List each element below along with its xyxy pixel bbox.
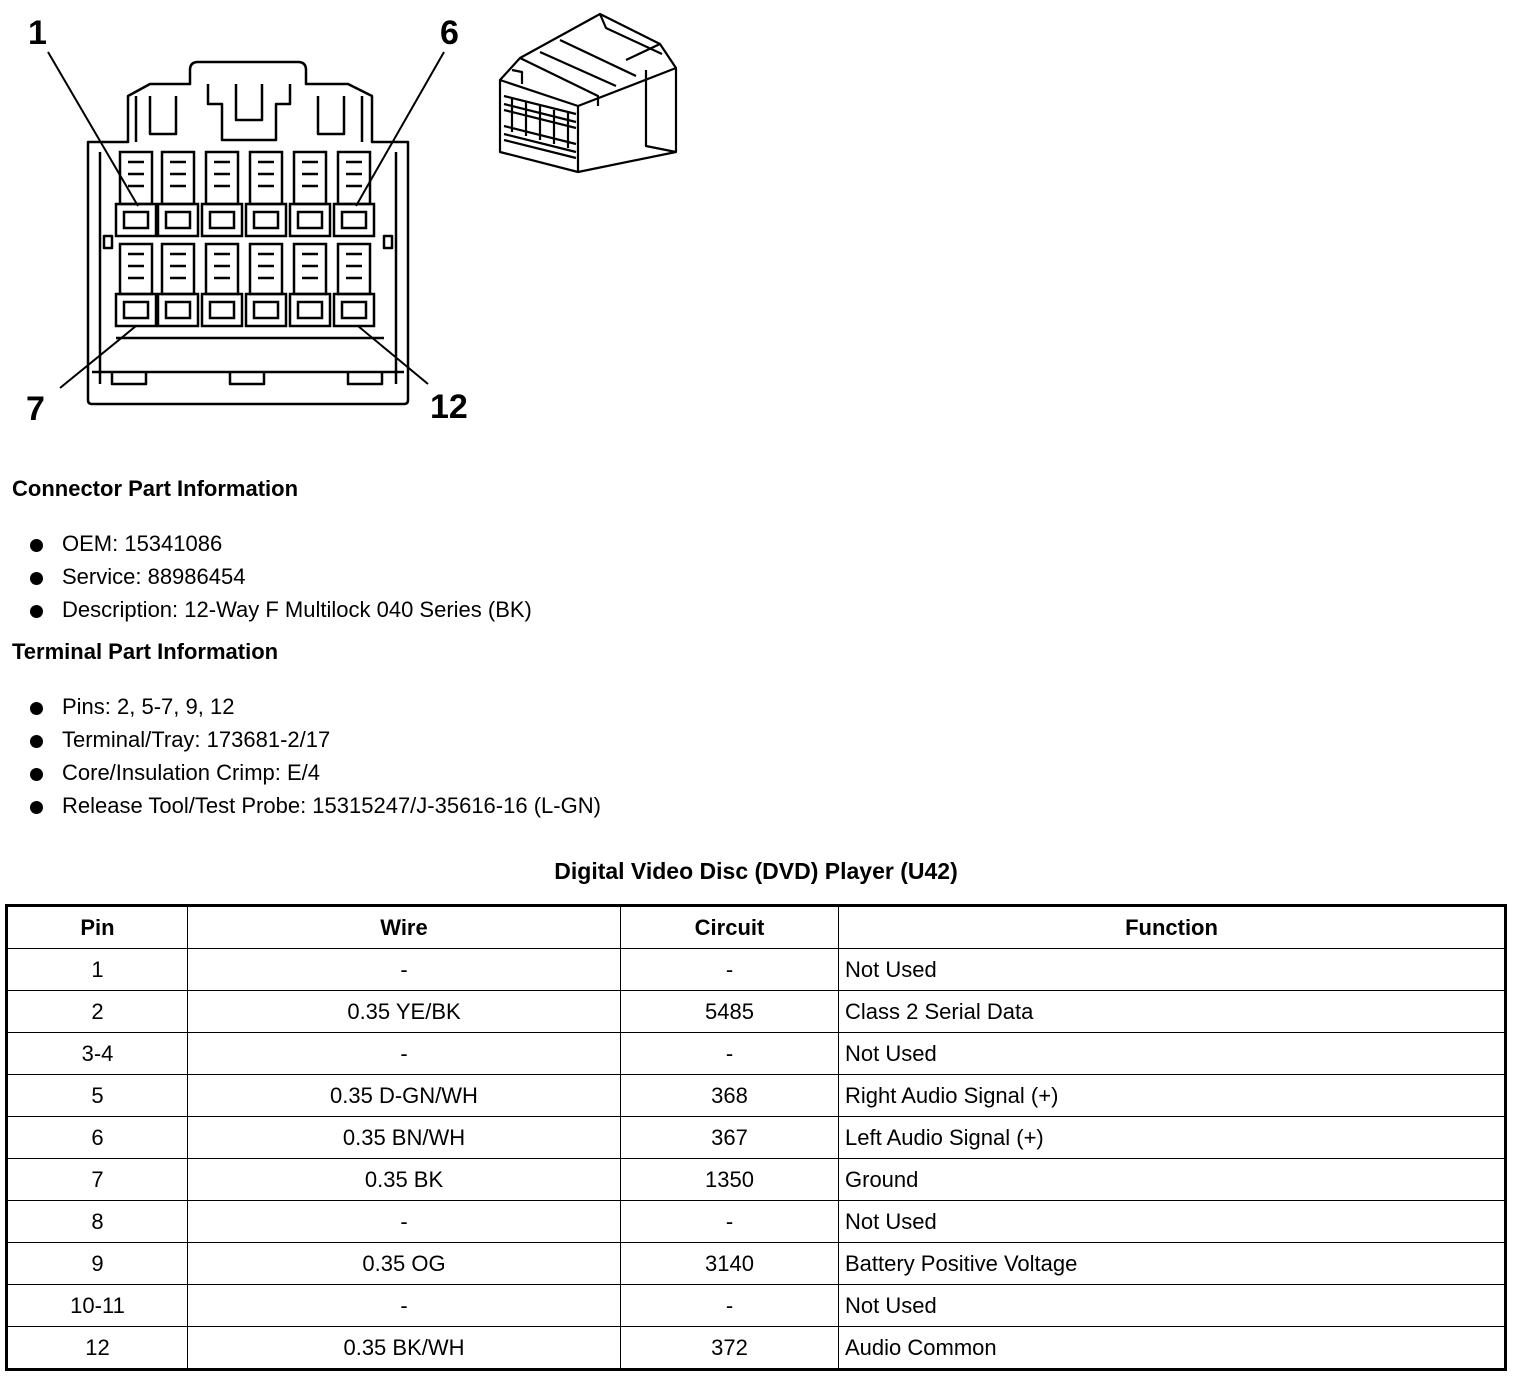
table-row — [7, 1243, 1506, 1285]
cell-wire: - — [188, 1033, 621, 1075]
table-row — [7, 1201, 1506, 1243]
terminal-info-item: Terminal/Tray: 173681-2/17 — [30, 723, 601, 756]
table-row — [7, 1159, 1506, 1201]
cell-wire: - — [188, 1285, 621, 1327]
cell-wire: 0.35 OG — [188, 1243, 621, 1285]
header-wire: Wire — [188, 906, 621, 949]
callout-pin-12: 12 — [430, 388, 468, 426]
cavity-row-top — [116, 152, 374, 236]
callout-pin-1: 1 — [28, 14, 47, 52]
cell-circuit: - — [621, 1201, 839, 1243]
cavity-pin-12 — [338, 244, 370, 294]
connector-info-item: Service: 88986454 — [30, 560, 532, 593]
table-body — [7, 949, 1506, 1370]
leader-line-pin-12 — [358, 326, 428, 384]
table-row — [7, 1285, 1506, 1327]
connector-info-title: Connector Part Information — [12, 476, 299, 501]
cell-function: Class 2 Serial Data — [839, 991, 1506, 1033]
cell-circuit: 5485 — [621, 991, 839, 1033]
cavity-pin-6 — [338, 152, 370, 204]
cell-pin: 8 — [7, 1201, 188, 1243]
cell-wire: 0.35 BK/WH — [188, 1327, 621, 1370]
leader-line-pin-6 — [356, 52, 444, 206]
cell-function: Not Used — [839, 1033, 1506, 1075]
terminal-info-item: Pins: 2, 5-7, 9, 12 — [30, 690, 601, 723]
cell-pin: 5 — [7, 1075, 188, 1117]
cell-circuit: 372 — [621, 1327, 839, 1370]
connector-isometric-view — [500, 14, 676, 172]
terminal-info-item: Release Tool/Test Probe: 15315247/J-35616-16 (L-GN) — [30, 789, 601, 822]
header-function: Function — [839, 906, 1506, 949]
cell-pin: 3-4 — [7, 1033, 188, 1075]
cell-pin: 12 — [7, 1327, 188, 1370]
header-pin: Pin — [7, 906, 188, 949]
table-row — [7, 1033, 1506, 1075]
bottom-rail — [92, 372, 404, 384]
cell-function: Ground — [839, 1159, 1506, 1201]
cell-pin: 9 — [7, 1243, 188, 1285]
cell-pin: 10-11 — [7, 1285, 188, 1327]
terminal-info-item: Core/Insulation Crimp: E/4 — [30, 756, 601, 789]
pinout-table — [5, 904, 1507, 1371]
cell-pin: 7 — [7, 1159, 188, 1201]
cell-function: Not Used — [839, 1285, 1506, 1327]
cell-function: Audio Common — [839, 1327, 1506, 1370]
callout-pin-7: 7 — [26, 390, 45, 428]
cell-function: Right Audio Signal (+) — [839, 1075, 1506, 1117]
terminal-info-title: Terminal Part Information — [12, 639, 279, 664]
cell-wire: 0.35 D-GN/WH — [188, 1075, 621, 1117]
cell-pin: 2 — [7, 991, 188, 1033]
cell-function: Left Audio Signal (+) — [839, 1117, 1506, 1159]
connector-diagram — [0, 0, 700, 440]
cell-circuit: - — [621, 1285, 839, 1327]
table-title: Digital Video Disc (DVD) Player (U42) — [554, 858, 958, 884]
cell-circuit: 1350 — [621, 1159, 839, 1201]
table-header-row — [7, 906, 1506, 949]
table-row — [7, 949, 1506, 991]
cavity-pin-7 — [120, 244, 152, 294]
cell-wire: 0.35 YE/BK — [188, 991, 621, 1033]
terminal-info-list — [30, 690, 601, 822]
cell-wire: - — [188, 1201, 621, 1243]
table-row — [7, 1117, 1506, 1159]
callout-pin-6: 6 — [440, 14, 459, 52]
cell-function: Battery Positive Voltage — [839, 1243, 1506, 1285]
leader-line-pin-1 — [48, 52, 138, 206]
cell-circuit: - — [621, 949, 839, 991]
cell-pin: 1 — [7, 949, 188, 991]
cavity-row-bottom — [116, 244, 374, 326]
connector-info-item: Description: 12-Way F Multilock 040 Series (BK) — [30, 593, 532, 626]
table-row — [7, 1327, 1506, 1370]
cell-circuit: 367 — [621, 1117, 839, 1159]
connector-info-item: OEM: 15341086 — [30, 527, 532, 560]
connector-info-list — [30, 527, 532, 626]
leader-line-pin-7 — [60, 326, 136, 388]
cell-wire: 0.35 BN/WH — [188, 1117, 621, 1159]
table-row — [7, 991, 1506, 1033]
table-row — [7, 1075, 1506, 1117]
cell-function: Not Used — [839, 949, 1506, 991]
cell-pin: 6 — [7, 1117, 188, 1159]
cell-circuit: 368 — [621, 1075, 839, 1117]
cell-wire: 0.35 BK — [188, 1159, 621, 1201]
cell-wire: - — [188, 949, 621, 991]
cell-function: Not Used — [839, 1201, 1506, 1243]
cell-circuit: 3140 — [621, 1243, 839, 1285]
latch-detail — [208, 84, 290, 140]
cavity-pin-1 — [120, 152, 152, 204]
header-circuit: Circuit — [621, 906, 839, 949]
cell-circuit: - — [621, 1033, 839, 1075]
